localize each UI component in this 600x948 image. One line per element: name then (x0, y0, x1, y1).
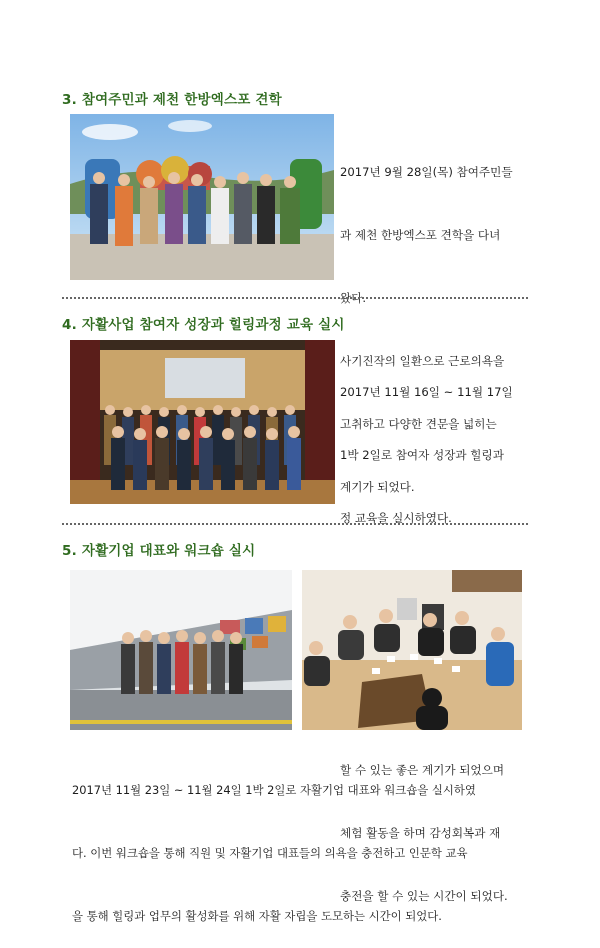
section-5-line: 2017년 11월 23일 ~ 11월 24일 1박 2일로 자활기업 대표와 워크숍을 실시하였 (72, 783, 476, 797)
section-5-line: 을 통해 힐링과 업무의 활성화를 위해 자활 자립을 도모하는 시간이 되었다. (72, 909, 442, 923)
section-3-heading: 3. 참여주민과 제천 한방엑스포 견학 (62, 92, 282, 108)
workshop-room-photo (302, 570, 522, 730)
section-4-heading: 4. 자활사업 참여자 성장과 힐링과정 교육 실시 (62, 317, 345, 333)
section-3-line: 계기가 되었다. (340, 480, 415, 494)
expo-group-photo (70, 114, 334, 280)
section-3-line: 2017년 9월 28일(목) 참여주민들 (340, 165, 513, 179)
section-4-line: 체험 활동을 하며 감성회복과 재 (340, 826, 501, 840)
section-4-line: 충전을 할 수 있는 시간이 되었다. (340, 889, 508, 903)
section-4-line: 할 수 있는 좋은 계기가 되었으며 (340, 763, 505, 777)
section-5-heading: 5. 자활기업 대표와 워크숍 실시 (62, 543, 256, 559)
training-group-photo (70, 340, 335, 504)
section-4-line: 2017년 11월 16일 ~ 11월 17일 (340, 385, 513, 399)
section-divider (62, 523, 528, 525)
section-5-text (72, 738, 542, 948)
section-divider (62, 297, 528, 299)
section-3-line: 왔다. (340, 291, 367, 305)
section-3-line: 고취하고 다양한 견문을 넓히는 (340, 417, 497, 431)
section-3-line: 사기진작의 일환으로 근로의욕을 (340, 354, 505, 368)
section-3-line: 과 제천 한방엑스포 견학을 다녀 (340, 228, 501, 242)
section-5-line: 다. 이번 워크숍을 통해 직원 및 자활기업 대표들의 의욕을 충전하고 인문학 교육 (72, 846, 468, 860)
section-4-line: 1박 2일로 참여자 성장과 힐링과 (340, 448, 504, 462)
mural-street-photo (70, 570, 292, 730)
section-4-line: 정 교육을 실시하였다. (340, 511, 452, 525)
